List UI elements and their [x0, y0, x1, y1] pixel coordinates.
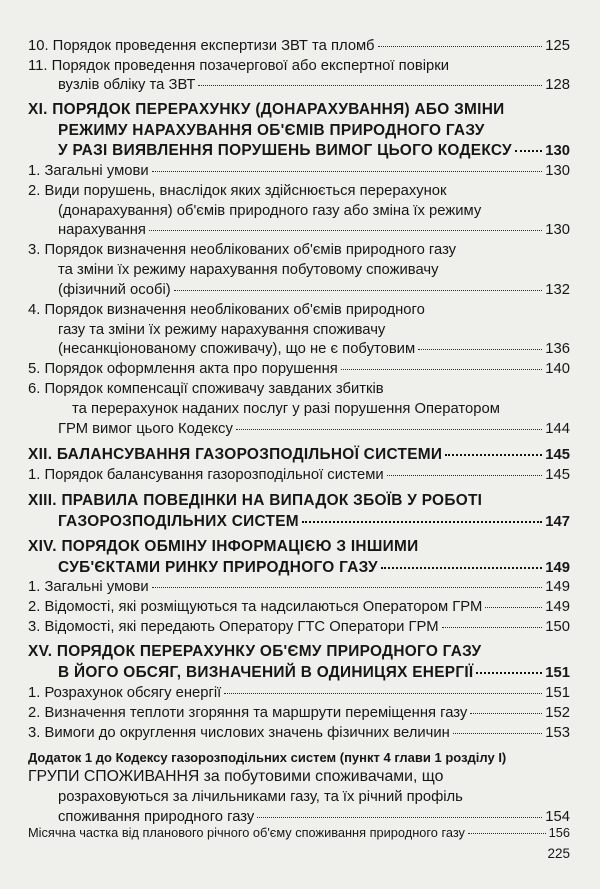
toc-entry-continuation: [58, 789, 570, 805]
section-heading-text: XII. БАЛАНСУВАННЯ ГАЗОРОЗПОДІЛЬНОЇ СИСТЕМИ: [28, 446, 443, 463]
appendix-title: [28, 750, 570, 765]
section-heading-text: XV. ПОРЯДОК ПЕРЕРАХУНКУ ОБ'ЄМУ ПРИРОДНОГО ГАЗУ: [28, 643, 482, 660]
leader-dots: [468, 833, 546, 834]
toc-entry-text: 1. Загальні умови: [28, 579, 149, 595]
toc-entry-text: (несанкціонованому споживачу), що не є побутовим: [58, 341, 416, 357]
toc-entry: [28, 725, 570, 741]
toc-entry-text: споживання природного газу: [58, 809, 255, 825]
toc-entry: [28, 467, 570, 483]
toc-page-number: 149: [545, 579, 570, 595]
toc-entry-text: (фізичний особі): [58, 282, 171, 298]
leader-dots: [152, 587, 543, 588]
toc-entry-continuation: [58, 322, 570, 338]
leader-dots: [445, 454, 542, 456]
section-heading: [28, 643, 570, 661]
toc-entry: [28, 705, 570, 721]
toc-entry-text: (донарахування) об'ємів природного газу або зміна їх режиму: [58, 203, 482, 219]
toc-entry: [28, 768, 570, 786]
section-heading: [58, 513, 570, 531]
leader-dots: [381, 567, 542, 569]
leader-dots: [302, 521, 542, 523]
toc-page-number: 152: [545, 705, 570, 721]
leader-dots: [341, 369, 543, 370]
leader-dots: [152, 171, 543, 172]
toc-entry: [28, 381, 570, 397]
leader-dots: [387, 475, 543, 476]
toc-page-number: 132: [545, 282, 570, 298]
toc-entry-text: розраховуються за лічильниками газу, та їх річний профіль: [58, 789, 463, 805]
toc-page-number: 128: [545, 77, 570, 93]
section-heading-text: РЕЖИМУ НАРАХУВАННЯ ОБ'ЄМІВ ПРИРОДНОГО ГАЗУ: [58, 122, 485, 139]
leader-dots: [470, 713, 542, 714]
toc-page-number: 153: [545, 725, 570, 741]
toc-entry: [28, 183, 570, 199]
toc-entry: [28, 58, 570, 74]
section-heading-text: У РАЗІ ВИЯВЛЕННЯ ПОРУШЕНЬ ВИМОГ ЦЬОГО КОДЕКСУ: [58, 142, 512, 159]
leader-dots: [485, 607, 542, 608]
toc-entry: [28, 242, 570, 258]
toc-entry: [28, 361, 570, 377]
section-heading: [28, 492, 570, 510]
toc-page-number: 130: [545, 163, 570, 179]
toc-entry-text: 1. Порядок балансування газорозподільної системи: [28, 467, 384, 483]
toc-entry-continuation: [58, 282, 570, 298]
section-heading: [28, 538, 570, 556]
toc-page-number: 147: [545, 514, 570, 530]
section-heading: [58, 664, 570, 682]
section-heading-text: СУБ'ЄКТАМИ РИНКУ ПРИРОДНОГО ГАЗУ: [58, 559, 378, 576]
toc-page-number: 154: [545, 809, 570, 825]
toc-entry-continuation: [58, 262, 570, 278]
toc-entry-continuation: [58, 203, 570, 219]
appendix-title-text: Додаток 1 до Кодексу газорозподільних систем (пункт 4 глави 1 розділу I): [28, 750, 507, 765]
toc-entry-text: 6. Порядок компенсації споживачу завданих збитків: [28, 381, 384, 397]
toc-entry-continuation: [58, 809, 570, 825]
toc-entry-text: Місячна частка від планового річного об'єму споживання природного газу: [28, 825, 465, 840]
toc-entry: [28, 825, 570, 840]
toc-entry: [28, 619, 570, 635]
toc-entry: [28, 38, 570, 54]
toc-entry-text: 3. Порядок визначення необлікованих об'ємів природного газу: [28, 242, 457, 258]
toc-entry-text: 3. Відомості, які передають Оператору ГТС Оператори ГРМ: [28, 619, 439, 635]
toc-entry-text: ГРМ вимог цього Кодексу: [58, 421, 233, 437]
section-heading: [28, 101, 570, 119]
toc-entry: [28, 579, 570, 595]
toc-page-number: 150: [545, 619, 570, 635]
toc-page-number: 144: [545, 421, 570, 437]
leader-dots: [236, 429, 542, 430]
toc-page-number: 140: [545, 361, 570, 377]
toc-page-number: 151: [545, 685, 570, 701]
section-heading-text: ГАЗОРОЗПОДІЛЬНИХ СИСТЕМ: [58, 513, 299, 530]
leader-dots: [149, 230, 542, 231]
toc-entry-text: 4. Порядок визначення необлікованих об'ємів природного: [28, 302, 425, 318]
leader-dots: [378, 46, 543, 47]
leader-dots: [198, 85, 542, 86]
toc-entry-continuation: [72, 401, 570, 417]
leader-dots: [453, 733, 543, 734]
toc-entry-text: вузлів обліку та ЗВТ: [58, 77, 196, 93]
toc-entry-continuation: [58, 341, 570, 357]
toc-page-number: 130: [545, 222, 570, 238]
toc-page-number: 151: [545, 665, 570, 681]
toc-page-number: 149: [545, 560, 570, 576]
toc-entry-text: газу та зміни їх режиму нарахування споживачу: [58, 322, 386, 338]
toc-entry: [28, 302, 570, 318]
toc-page-number: 130: [545, 143, 570, 159]
toc-entry-text: 10. Порядок проведення експертизи ЗВТ та пломб: [28, 38, 375, 54]
leader-dots: [418, 349, 542, 350]
toc-page-number: 145: [545, 467, 570, 483]
leader-dots: [515, 150, 542, 152]
toc-page-number: 125: [545, 38, 570, 54]
section-heading-text: XI. ПОРЯДОК ПЕРЕРАХУНКУ (ДОНАРАХУВАННЯ) АБО ЗМІНИ: [28, 101, 505, 118]
leader-dots: [476, 672, 542, 674]
toc-entry: [28, 685, 570, 701]
toc-page-number: 156: [548, 825, 570, 840]
toc-entry-text: 5. Порядок оформлення акта про порушення: [28, 361, 338, 377]
toc-entry: [28, 599, 570, 615]
section-heading-text: В ЙОГО ОБСЯГ, ВИЗНАЧЕНИЙ В ОДИНИЦЯХ ЕНЕРГІЇ: [58, 664, 474, 681]
leader-dots: [224, 693, 542, 694]
toc-entry-text: нарахування: [58, 222, 146, 238]
section-heading-text: XIII. ПРАВИЛА ПОВЕДІНКИ НА ВИПАДОК ЗБОЇВ У РОБОТІ: [28, 492, 483, 509]
toc-entry-continuation: [58, 77, 570, 93]
toc-entry-text: 1. Розрахунок обсягу енергії: [28, 685, 222, 701]
toc-entry-continuation: [58, 222, 570, 238]
toc-entry-text: та зміни їх режиму нарахування побутовому споживачу: [58, 262, 439, 278]
section-heading: [58, 559, 570, 577]
section-heading: [58, 142, 570, 160]
toc-entry-text: 2. Відомості, які розміщуються та надсилаються Оператором ГРМ: [28, 599, 483, 615]
toc-entry-continuation: [58, 421, 570, 437]
toc-entry-text: 2. Види порушень, внаслідок яких здійснюється перерахунок: [28, 183, 447, 199]
section-heading: [28, 446, 570, 464]
toc-page-number: 149: [545, 599, 570, 615]
page-number: 225: [547, 846, 570, 861]
toc-page-number: 145: [545, 447, 570, 463]
toc-entry-text: 11. Порядок проведення позачергової або експертної повірки: [28, 58, 449, 74]
leader-dots: [174, 290, 543, 291]
toc-entry-text: 3. Вимоги до округлення числових значень фізичних величин: [28, 725, 450, 741]
toc-entry-text: 2. Визначення теплоти згоряння та маршрути переміщення газу: [28, 705, 468, 721]
section-heading: [58, 122, 570, 140]
toc-entry-text: та перерахунок наданих послуг у разі порушення Оператором: [72, 401, 500, 417]
toc-page-number: 136: [545, 341, 570, 357]
section-heading-text: XIV. ПОРЯДОК ОБМІНУ ІНФОРМАЦІЄЮ З ІНШИМИ: [28, 538, 419, 555]
toc-entry: [28, 163, 570, 179]
toc-entry-text: 1. Загальні умови: [28, 163, 149, 179]
toc-entry-text: ГРУПИ СПОЖИВАННЯ за побутовими споживачами, що: [28, 768, 444, 785]
leader-dots: [257, 817, 542, 818]
leader-dots: [442, 627, 543, 628]
